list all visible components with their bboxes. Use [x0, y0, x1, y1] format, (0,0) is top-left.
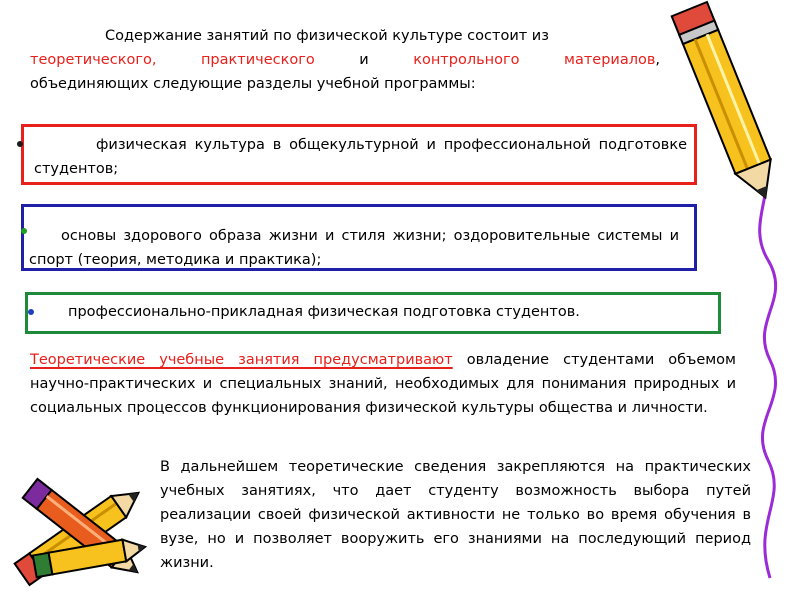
theory-rest: овладение студентами объемом научно-практических и специальных знаний, необходимых для понимания природных и социальных процессов функционирования физической культуры общества и личности.	[30, 352, 736, 416]
bullet-3	[28, 309, 34, 315]
intro-line-2	[30, 48, 660, 72]
section-text-2: основы здорового образа жизни и стиля жизни; оздоровительные системы и спорт (теория, методика и практика);	[29, 228, 679, 268]
yellow-pencil-icon	[665, 0, 790, 215]
comma: ,	[655, 52, 660, 68]
word-theoretical: теоретического,	[30, 52, 157, 68]
word-materials-wrap	[564, 48, 660, 72]
word-materials: материалов	[564, 52, 656, 68]
intro-line-3: объединяющих следующие разделы учебной программы:	[30, 76, 476, 92]
word-practical: практического	[200, 52, 315, 68]
word-and: и	[359, 52, 369, 68]
section-text-3: профессионально-прикладная физическая подготовка студентов.	[68, 304, 580, 320]
bullet-1	[17, 141, 23, 147]
intro-paragraph	[30, 24, 660, 96]
bullet-2	[21, 228, 27, 234]
crossed-pencils-icon	[0, 455, 160, 600]
intro-line-1: Содержание занятий по физической культуре состоит из	[105, 28, 549, 44]
theory-paragraph	[30, 348, 736, 420]
section-text-1: физическая культура в общекультурной и профессиональной подготовке студентов;	[34, 137, 687, 177]
word-control: контрольного	[413, 52, 520, 68]
practice-paragraph: В дальнейшем теоретические сведения закрепляются на практических учебных занятиях, что дает студенту возможность выбора путей реализации своей физической активности не только во время обучения в вузе, но и позволяет вооружить его знаниями на последующий период жизни.	[160, 459, 751, 571]
theory-emphasis: Теоретические учебные занятия предусматривают	[30, 352, 453, 368]
